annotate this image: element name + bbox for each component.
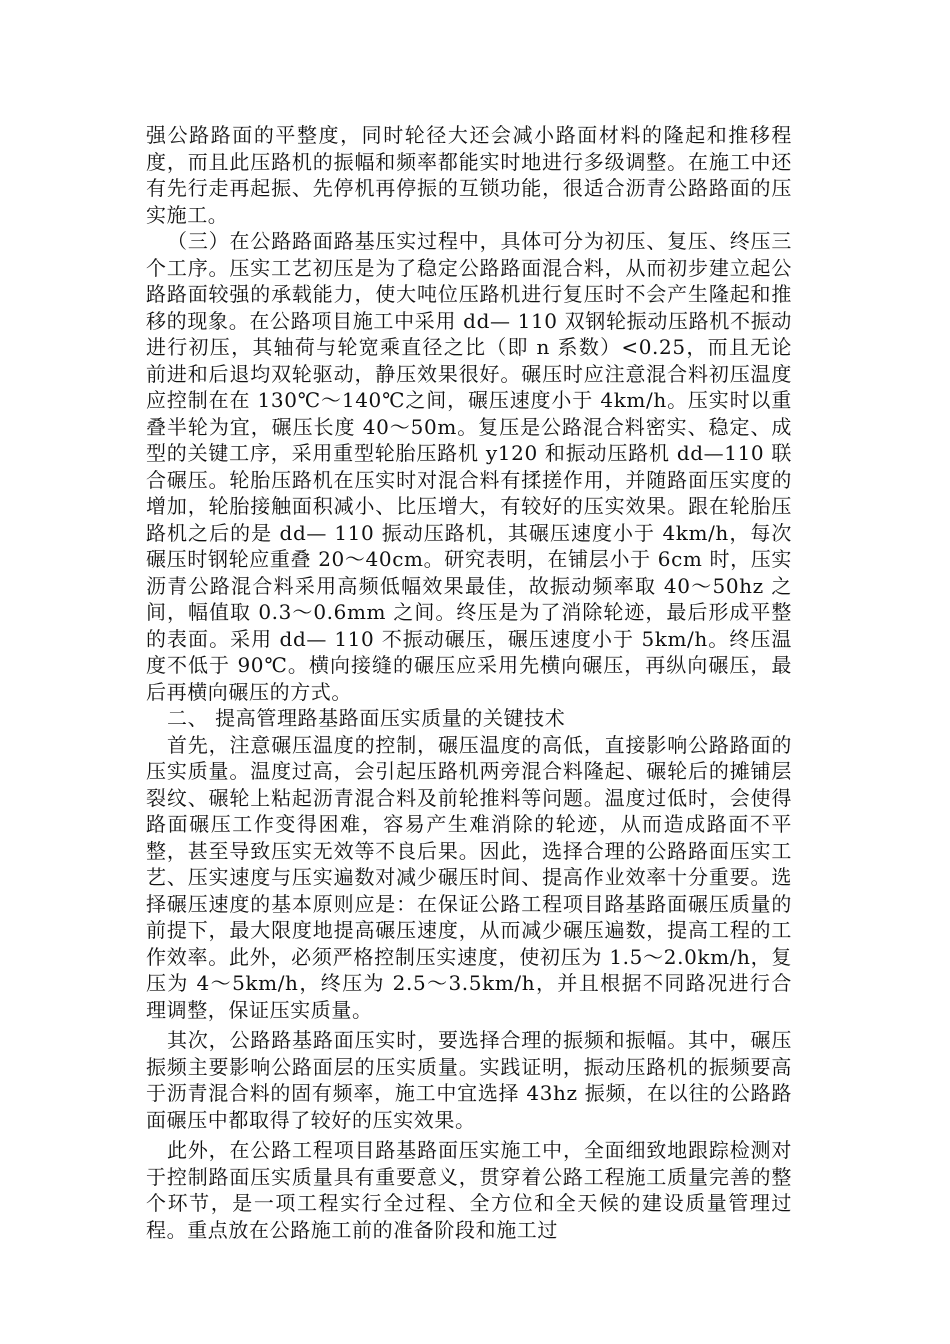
paragraph-frequency-amplitude: 其次，公路路基路面压实时，要选择合理的振频和振幅。其中，碾压振频主要影响公路面层的压实质量。实践证明，振动压路机的振频要高于沥青混合料的固有频率，施工中宜选择 43hz 振频，在以往的公路路面碾压中都取得了较好的压实效果。	[146, 1028, 792, 1132]
document-body	[146, 122, 792, 1243]
paragraph-compaction-process: （三）在公路路面路基压实过程中，具体可分为初压、复压、终压三个工序。压实工艺初压是为了稳定公路路面混合料，从而初步建立起公路路面较强的承载能力，使大吨位压路机进行复压时不会产生隆起和推移的现象。在公路项目施工中采用 dd— 110 双钢轮振动压路机不振动进行初压，其轴荷与轮宽乘直径之比（即 n 系数）<0.25，而且无论前进和后退均双轮驱动，静压效果很好。碾压时应注意混合料初压温度应控制在在 130℃～140℃之间，碾压速度小于 4km/h。压实时以重叠半轮为宜，碾压长度 40～50m。复压是公路混合料密实、稳定、成型的关键工序，采用重型轮胎压路机 y120 和振动压路机 dd—110 联合碾压。轮胎压路机在压实时对混合料有揉搓作用，并随路面压实度的增加，轮胎接触面积减小、比压增大，有较好的压实效果。跟在轮胎压路机之后的是 dd— 110 振动压路机，其碾压速度小于 4km/h，每次碾压时钢轮应重叠 20～40cm。研究表明，在铺层小于 6cm 时，压实沥青公路混合料采用高频低幅效果最佳，故振动频率取 40～50hz 之间，幅值取 0.3～0.6mm 之间。终压是为了消除轮迹，最后形成平整的表面。采用 dd— 110 不振动碾压，碾压速度小于 5km/h。终压温度不低于 90℃。横向接缝的碾压应采用先横向碾压，再纵向碾压，最后再横向碾压的方式。	[146, 229, 792, 704]
paragraph-tracking-inspection: 此外，在公路工程项目路基路面压实施工中，全面细致地跟踪检测对于控制路面压实质量具有重要意义，贯穿着公路工程施工质量完善的整个环节，是一项工程实行全过程、全方位和全天候的建设质量管理过程。重点放在公路施工前的准备阶段和施工过	[146, 1138, 792, 1242]
paragraph-temperature-control: 首先，注意碾压温度的控制，碾压温度的高低，直接影响公路路面的压实质量。温度过高，会引起压路机两旁混合料隆起、碾轮后的摊铺层裂纹、碾轮上粘起沥青混合料及前轮推料等问题。温度过低时，会使得路面碾压工作变得困难，容易产生难消除的轮迹，从而造成路面不平整，甚至导致压实无效等不良后果。因此，选择合理的公路路面压实工艺、压实速度与压实遍数对减少碾压时间、提高作业效率十分重要。选择碾压速度的基本原则应是：在保证公路工程项目路基路面碾压质量的前提下，最大限度地提高碾压速度，从而减少碾压遍数，提高工程的工作效率。此外，必须严格控制压实速度，使初压为 1.5～2.0km/h，复压为 4～5km/h，终压为 2.5～3.5km/h，并且根据不同路况进行合理调整，保证压实质量。	[146, 732, 792, 1022]
section-heading: 二、 提高管理路基路面压实质量的关键技术	[167, 706, 566, 730]
paragraph-continuation: 强公路路面的平整度，同时轮径大还会减小路面材料的隆起和推移程度，而且此压路机的振幅和频率都能实时地进行多级调整。在施工中还有先行走再起振、先停机再停振的互锁功能，很适合沥青公路路面的压实施工。	[146, 123, 792, 227]
